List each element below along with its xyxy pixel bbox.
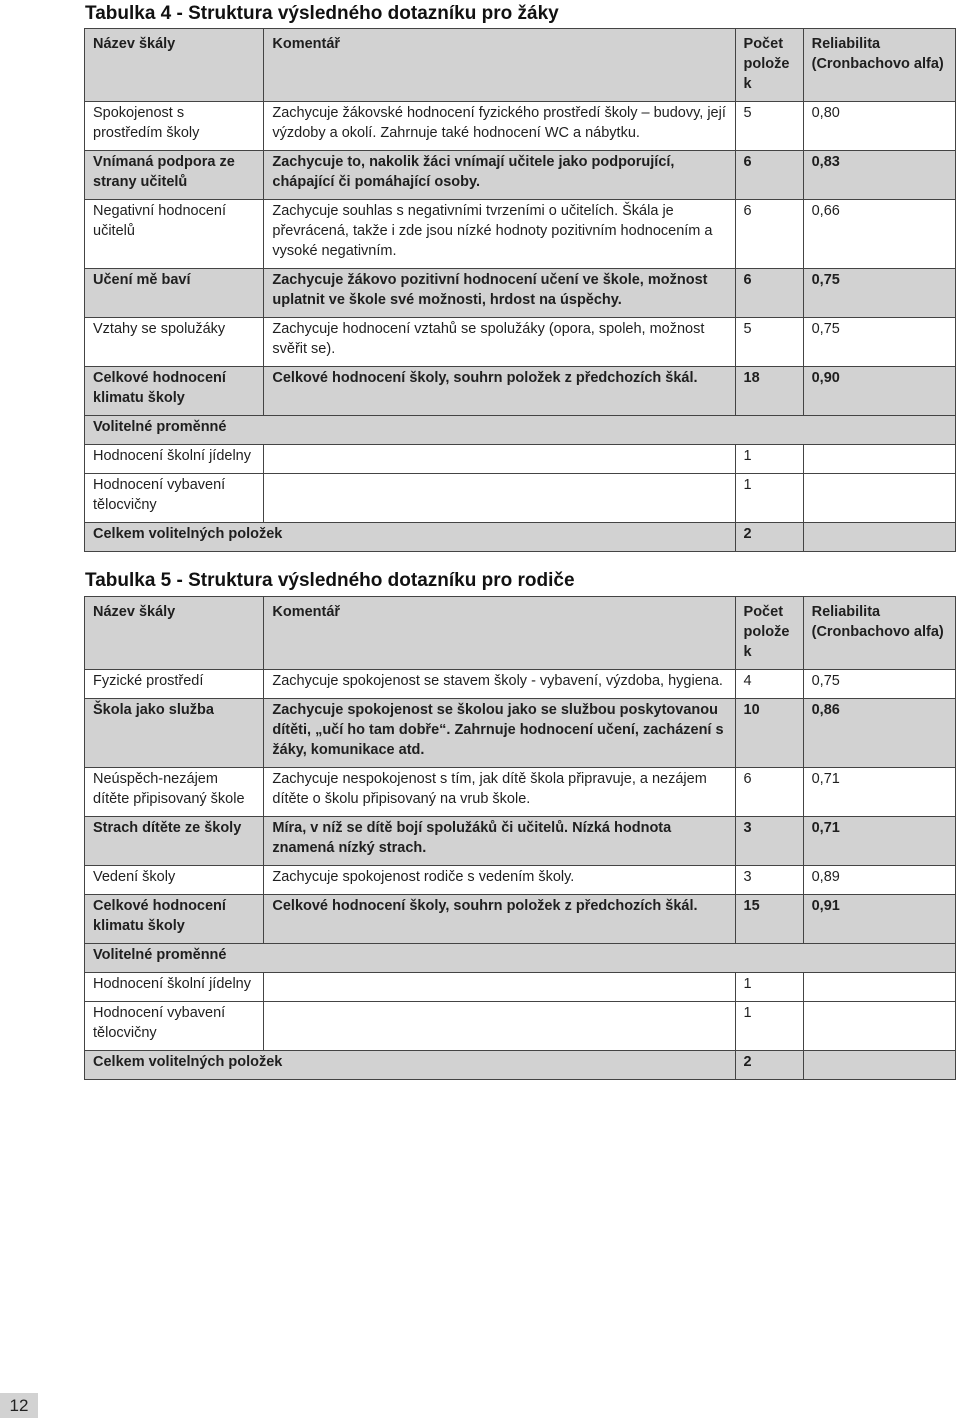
reliability-value: 0,71 — [803, 768, 955, 817]
item-count: 1 — [735, 1002, 803, 1051]
scale-comment: Celkové hodnocení školy, souhrn položek z předchozích škál. — [264, 367, 735, 416]
header-comment: Komentář — [264, 597, 735, 670]
table5-body — [85, 597, 956, 1080]
table-row — [85, 817, 956, 866]
scale-comment: Míra, v níž se dítě bojí spolužáků či učitelů. Nízká hodnota znamená nízký strach. — [264, 817, 735, 866]
reliability-value: 0,91 — [803, 895, 955, 944]
item-count: 10 — [735, 699, 803, 768]
table-row — [85, 269, 956, 318]
scale-comment — [264, 474, 735, 523]
total-label: Celkem volitelných položek — [85, 523, 736, 552]
scale-name: Neúspěch-nezájem dítěte připisovaný škole — [85, 768, 264, 817]
reliability-value: 0,89 — [803, 866, 955, 895]
table-row — [85, 973, 956, 1002]
optional-section-row — [85, 944, 956, 973]
item-count: 5 — [735, 318, 803, 367]
item-count: 6 — [735, 151, 803, 200]
total-row — [85, 523, 956, 552]
scale-name: Celkové hodnocení klimatu školy — [85, 367, 264, 416]
scale-name: Celkové hodnocení klimatu školy — [85, 895, 264, 944]
item-count: 15 — [735, 895, 803, 944]
scale-comment: Zachycuje hodnocení vztahů se spolužáky (opora, spoleh, možnost svěřit se). — [264, 318, 735, 367]
scale-name: Hodnocení školní jídelny — [85, 973, 264, 1002]
total-count: 2 — [735, 1051, 803, 1080]
item-count: 3 — [735, 817, 803, 866]
table-row — [85, 895, 956, 944]
scale-name: Hodnocení vybavení tělocvičny — [85, 474, 264, 523]
header-comment: Komentář — [264, 29, 735, 102]
reliability-value: 0,75 — [803, 269, 955, 318]
scale-comment: Zachycuje spokojenost rodiče s vedením školy. — [264, 866, 735, 895]
scale-name: Fyzické prostředí — [85, 670, 264, 699]
total-empty — [803, 523, 955, 552]
scale-name: Vedení školy — [85, 866, 264, 895]
item-count: 1 — [735, 474, 803, 523]
table-row — [85, 102, 956, 151]
table4-title: Tabulka 4 - Struktura výsledného dotazníku pro žáky — [85, 3, 559, 24]
reliability-value: 0,75 — [803, 670, 955, 699]
scale-comment: Celkové hodnocení školy, souhrn položek z předchozích škál. — [264, 895, 735, 944]
scale-comment: Zachycuje spokojenost se školou jako se službou poskytovanou dítěti, „učí ho tam dobře“. Zahrnuje hodnocení učení, zacházení s žáky, komunikace atd. — [264, 699, 735, 768]
item-count: 6 — [735, 269, 803, 318]
table-row — [85, 200, 956, 269]
scale-comment: Zachycuje nespokojenost s tím, jak dítě škola připravuje, a nezájem dítěte o školu připisovaný na vrub škole. — [264, 768, 735, 817]
header-name: Název škály — [85, 597, 264, 670]
optional-section-label: Volitelné proměnné — [85, 416, 956, 445]
table-row — [85, 367, 956, 416]
item-count: 5 — [735, 102, 803, 151]
scale-comment: Zachycuje to, nakolik žáci vnímají učitele jako podporující, chápající či pomáhající osoby. — [264, 151, 735, 200]
table4 — [84, 28, 956, 552]
table-row — [85, 151, 956, 200]
table-row — [85, 1002, 956, 1051]
header-reliability: Reliabilita (Cronbachovo alfa) — [803, 29, 955, 102]
table4-body — [85, 29, 956, 552]
scale-name: Učení mě baví — [85, 269, 264, 318]
page-number: 12 — [0, 1393, 38, 1418]
item-count: 1 — [735, 973, 803, 1002]
scale-name: Spokojenost s prostředím školy — [85, 102, 264, 151]
item-count: 3 — [735, 866, 803, 895]
scale-name: Strach dítěte ze školy — [85, 817, 264, 866]
scale-name: Vnímaná podpora ze strany učitelů — [85, 151, 264, 200]
header-name: Název škály — [85, 29, 264, 102]
item-count: 4 — [735, 670, 803, 699]
scale-name: Hodnocení školní jídelny — [85, 445, 264, 474]
total-empty — [803, 1051, 955, 1080]
reliability-value — [803, 1002, 955, 1051]
reliability-value — [803, 973, 955, 1002]
scale-comment — [264, 973, 735, 1002]
item-count: 6 — [735, 200, 803, 269]
scale-comment: Zachycuje žákovské hodnocení fyzického prostředí školy – budovy, její výzdoby a okolí. Zahrnuje také hodnocení WC a nábytku. — [264, 102, 735, 151]
scale-name: Škola jako služba — [85, 699, 264, 768]
scale-comment: Zachycuje spokojenost se stavem školy - vybavení, výzdoba, hygiena. — [264, 670, 735, 699]
total-label: Celkem volitelných položek — [85, 1051, 736, 1080]
header-count: Počet položek — [735, 597, 803, 670]
item-count: 1 — [735, 445, 803, 474]
table-row — [85, 699, 956, 768]
reliability-value: 0,86 — [803, 699, 955, 768]
reliability-value: 0,90 — [803, 367, 955, 416]
reliability-value: 0,75 — [803, 318, 955, 367]
table-row — [85, 474, 956, 523]
table-row — [85, 445, 956, 474]
scale-name: Vztahy se spolužáky — [85, 318, 264, 367]
reliability-value: 0,66 — [803, 200, 955, 269]
scale-comment: Zachycuje žákovo pozitivní hodnocení učení ve škole, možnost uplatnit ve škole své možnosti, hrdost na úspěchy. — [264, 269, 735, 318]
total-row — [85, 1051, 956, 1080]
optional-section-label: Volitelné proměnné — [85, 944, 956, 973]
total-count: 2 — [735, 523, 803, 552]
reliability-value — [803, 474, 955, 523]
reliability-value — [803, 445, 955, 474]
scale-comment — [264, 1002, 735, 1051]
table4-header-row — [85, 29, 956, 102]
scale-comment — [264, 445, 735, 474]
scale-name: Negativní hodnocení učitelů — [85, 200, 264, 269]
optional-section-row — [85, 416, 956, 445]
table-row — [85, 670, 956, 699]
header-reliability: Reliabilita (Cronbachovo alfa) — [803, 597, 955, 670]
reliability-value: 0,80 — [803, 102, 955, 151]
item-count: 6 — [735, 768, 803, 817]
reliability-value: 0,71 — [803, 817, 955, 866]
item-count: 18 — [735, 367, 803, 416]
scale-name: Hodnocení vybavení tělocvičny — [85, 1002, 264, 1051]
table5-header-row — [85, 597, 956, 670]
table-row — [85, 768, 956, 817]
reliability-value: 0,83 — [803, 151, 955, 200]
table5 — [84, 596, 956, 1080]
header-count: Počet položek — [735, 29, 803, 102]
table5-title: Tabulka 5 - Struktura výsledného dotazníku pro rodiče — [85, 570, 575, 591]
table-row — [85, 318, 956, 367]
scale-comment: Zachycuje souhlas s negativními tvrzeními o učitelích. Škála je převrácená, takže i zde jsou nízké hodnoty pozitivním hodnocením a vysoké negativním. — [264, 200, 735, 269]
table-row — [85, 866, 956, 895]
